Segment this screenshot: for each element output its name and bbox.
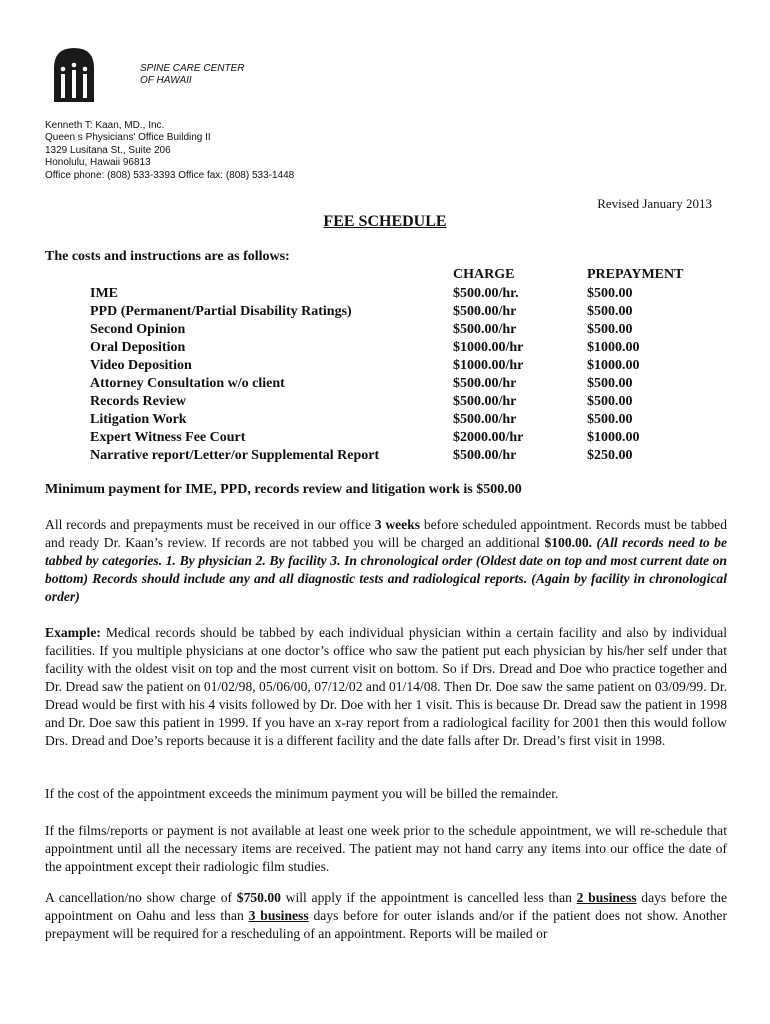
- example-paragraph: [45, 624, 727, 750]
- fee-charge: $500.00/hr: [453, 394, 517, 409]
- fee-service: Second Opinion: [90, 322, 186, 337]
- cancel-text: will apply if the appointment is cancelled less than: [280, 890, 577, 905]
- records-text: before scheduled appointment. Records must be tabbed and ready Dr. Kaan’s review. If records are not tabbed you will be charged an additional: [45, 517, 728, 550]
- cancellation-fee: $750.00: [236, 890, 281, 905]
- fee-prepayment: $250.00: [587, 448, 633, 463]
- outer-island-business-days: 3 business: [248, 908, 309, 923]
- org-name: [140, 63, 244, 87]
- fee-charge: $500.00/hr: [453, 448, 517, 463]
- intro-heading: The costs and instructions are as follows:: [45, 249, 290, 264]
- address-line: 1329 Lusitana St., Suite 206: [45, 144, 171, 156]
- address-line: Office phone: (808) 533-3393 Office fax: (808) 533-1448: [45, 169, 295, 181]
- minimum-payment-note: Minimum payment for IME, PPD, records review and litigation work is $500.00: [45, 482, 522, 497]
- records-deadline: 3 weeks: [374, 517, 421, 532]
- cancel-text: days before the appointment on Oahu and less than: [45, 890, 727, 923]
- example-text: Medical records should be tabbed by each individual physician within a certain facility and also by individual facilities. If you multiple physicians at one doctor’s office who saw the patient put each physician by his/her self under that facility with the oldest visit on top and the most current visit on bottom. So if Drs. Dread and Doe who practice together and Dr. Dread saw the patient on 01/02/98, 05/06/00, 07/12/02 and 01/14/08. Then Dr. Doe saw the same patient on 03/09/99. Dr. Dread would be first with his 4 visits followed by Dr. Doe with her 1 visit. This is because Dr. Dread saw the patient in 1998 and Dr. Doe saw this patient in 1999. If you have an x-ray report from a radiological facility for 2001 then this would follow Drs. Dread and Doe’s reports because it is a different facility and the date falls after Dr. Dread’s first visit in 1998.: [45, 625, 727, 748]
- fee-service: PPD (Permanent/Partial Disability Ratings): [90, 304, 352, 319]
- fee-prepayment: $500.00: [587, 304, 633, 319]
- page-title: [0, 213, 770, 231]
- fee-prepayment: $500.00: [587, 376, 633, 391]
- films-paragraph: If the films/reports or payment is not available at least one week prior to the schedule appointment, we will re-schedule that appointment until all the necessary items are received. The patient may not hand carry any items into our office the date of the appointment except their radiologic film studies.: [45, 823, 727, 874]
- oahu-business-days: 2 business: [576, 890, 637, 905]
- fee-prepayment: $500.00: [587, 286, 633, 301]
- prepayment-header: PREPAYMENT: [587, 267, 684, 282]
- fee-service: Attorney Consultation w/o client: [90, 376, 285, 391]
- title-text: FEE SCHEDULE: [323, 213, 447, 230]
- cost-paragraph: If the cost of the appointment exceeds the minimum payment you will be billed the remainder.: [45, 786, 559, 801]
- records-paragraph: [45, 516, 727, 606]
- spine-care-logo: [52, 48, 96, 102]
- fee-service: Oral Deposition: [90, 340, 186, 355]
- example-label: Example:: [45, 625, 101, 640]
- revised-date: Revised January 2013: [597, 196, 712, 211]
- address-line: Honolulu, Hawaii 96813: [45, 157, 151, 169]
- fee-charge: $1000.00/hr: [453, 358, 524, 373]
- fee-charge: $500.00/hr: [453, 412, 517, 427]
- fee-prepayment: $500.00: [587, 394, 633, 409]
- fee-prepayment: $500.00: [587, 412, 633, 427]
- address-line: Queen s Physicians' Office Building II: [45, 132, 211, 144]
- cancel-text: A cancellation/no show charge of: [45, 890, 237, 905]
- cancel-text: days before for outer islands and/or if the patient does not show. Another prepayment will be required for a rescheduling of an appointment. Reports will be mailed or: [45, 908, 727, 941]
- org-name-line1: SPINE CARE CENTER: [140, 63, 245, 74]
- tabbing-instructions: (All records need to be tabbed by categories. 1. By physician 2. By facility 3. In chronological order (Oldest date on top and most current date on bottom) Records should include any and all diagnostic tests and radiological reports. (Again by facility in chronological order): [45, 535, 727, 604]
- org-name-line2: OF HAWAII: [140, 75, 192, 86]
- fee-service: Litigation Work: [90, 412, 187, 427]
- fee-prepayment: $500.00: [587, 322, 633, 337]
- fee-prepayment: $1000.00: [587, 340, 640, 355]
- fee-prepayment: $1000.00: [587, 358, 640, 373]
- fee-charge: $500.00/hr: [453, 304, 517, 319]
- fee-service: Records Review: [90, 394, 187, 409]
- address-line: Kenneth T: Kaan, MD., Inc.: [45, 120, 165, 131]
- fee-charge: $2000.00/hr: [453, 430, 524, 445]
- fee-service: IME: [90, 286, 118, 301]
- fee-service: Narrative report/Letter/or Supplemental Report: [90, 448, 380, 463]
- records-text: All records and prepayments must be received in our office: [45, 517, 375, 532]
- tabbing-fee: $100.00.: [544, 535, 593, 550]
- cancellation-paragraph: [45, 889, 727, 943]
- address-block: [45, 120, 294, 182]
- fee-prepayment: $1000.00: [587, 430, 640, 445]
- fee-charge: $500.00/hr: [453, 376, 517, 391]
- fee-service: Expert Witness Fee Court: [90, 430, 246, 445]
- fee-charge: $1000.00/hr: [453, 340, 524, 355]
- fee-charge: $500.00/hr.: [453, 286, 519, 301]
- fee-service: Video Deposition: [90, 358, 192, 373]
- fee-charge: $500.00/hr: [453, 322, 517, 337]
- charge-header: CHARGE: [453, 267, 515, 282]
